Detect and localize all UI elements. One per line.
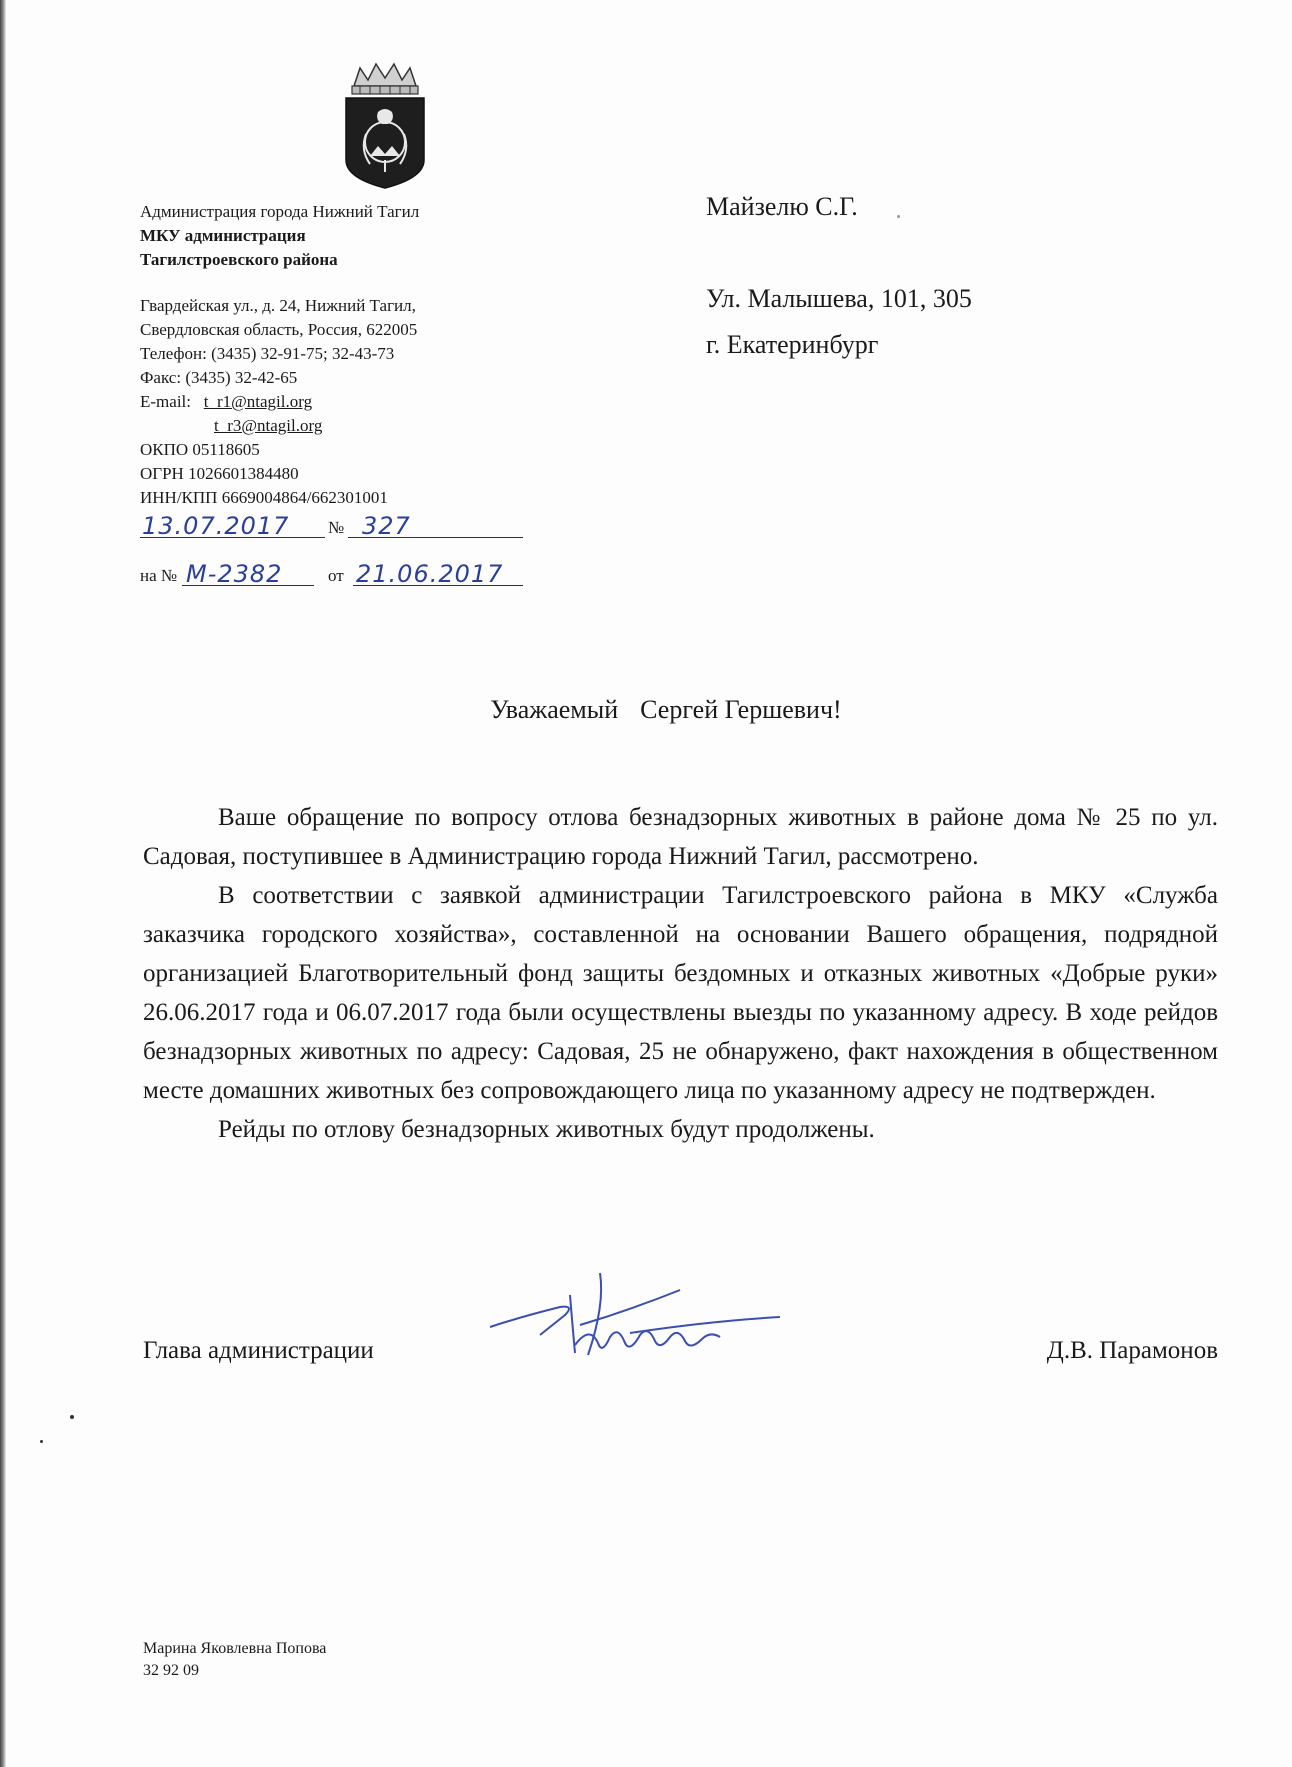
- greeting-word-2: Сергей Гершевич!: [640, 695, 842, 724]
- outgoing-date-handwritten: 13.07.2017: [142, 512, 290, 540]
- body-paragraph-2: В соответствии с заявкой администрации Тагилстроевского района в МКУ «Служба заказчика городского хозяйства», составленной на основании Вашего обращения, подрядной организацией Благотворительный фонд защиты бездомных и отказных животных «Добрые руки» 26.06.2017 года и 06.07.2017 года были осуществлены выезды по указанному адресу. В ходе рейдов безнадзорных животных по адресу: Садовая, 25 не обнаружено, факт нахождения в общественном месте домашних животных без сопровождающего лица по указанному адресу не подтвержден.: [143, 882, 1218, 1104]
- registration-line-outgoing: [140, 508, 530, 544]
- recipient-street: Ул. Малышева, 101, 305: [706, 284, 972, 313]
- sender-email-1[interactable]: t_r1@ntagil.org: [203, 392, 313, 411]
- body-paragraph-1: Ваше обращение по вопросу отлова безнадзорных животных в районе дома № 25 по ул. Садовая, поступившее в Администрацию города Нижний Тагил, рассмотрено.: [143, 804, 1218, 870]
- scan-edge: [0, 0, 6, 1767]
- city-coat-of-arms-icon: [340, 60, 430, 190]
- sender-email-row: [140, 390, 560, 414]
- sender-ogrn: ОГРН 1026601384480: [140, 464, 299, 483]
- scan-speck: [40, 1440, 43, 1443]
- sender-block: [140, 200, 560, 510]
- incoming-ref-prefix: на №: [140, 566, 178, 585]
- sender-email-label: E-mail:: [140, 392, 191, 411]
- sender-address-1: Гвардейская ул., д. 24, Нижний Тагил,: [140, 296, 416, 315]
- signature-name: Д.В. Парамонов: [1046, 1337, 1218, 1364]
- incoming-ref-number-handwritten: М-2382: [186, 560, 283, 588]
- signature-position: Глава администрации: [143, 1337, 374, 1364]
- sender-address-2: Свердловская область, Россия, 622005: [140, 320, 418, 339]
- letter-body: [143, 798, 1218, 1149]
- performer-phone: 32 92 09: [143, 1662, 199, 1679]
- sender-org-line-1: Администрация города Нижний Тагил: [140, 202, 420, 221]
- outgoing-number-label: №: [328, 518, 345, 537]
- sender-inn-kpp: ИНН/КПП 6669004864/662301001: [140, 488, 388, 507]
- greeting: [0, 695, 1292, 725]
- scan-speck: [897, 215, 900, 218]
- sender-org-line-3: Тагилстроевского района: [140, 250, 338, 269]
- sender-phone: Телефон: (3435) 32-91-75; 32-43-73: [140, 344, 395, 363]
- recipient-city: г. Екатеринбург: [706, 330, 879, 359]
- sender-org-line-2: МКУ администрация: [140, 226, 306, 245]
- sender-email-2[interactable]: t_r3@ntagil.org: [214, 416, 323, 435]
- performer-block: [143, 1638, 326, 1682]
- greeting-word-1: Уважаемый: [490, 695, 619, 724]
- registration-line-incoming: [140, 556, 530, 592]
- sender-fax: Факс: (3435) 32-42-65: [140, 368, 298, 387]
- body-paragraph-3: Рейды по отлову безнадзорных животных будут продолжены.: [218, 1116, 875, 1143]
- outgoing-number-handwritten: 327: [362, 512, 411, 540]
- sender-okpo: ОКПО 05118605: [140, 440, 260, 459]
- recipient-name: Майзелю С.Г.: [706, 192, 858, 221]
- signature-row: [143, 1325, 1218, 1375]
- scan-speck: [70, 1415, 74, 1419]
- incoming-ref-date-handwritten: 21.06.2017: [356, 560, 504, 588]
- performer-name: Марина Яковлевна Попова: [143, 1640, 327, 1657]
- incoming-ref-from-label: от: [328, 566, 344, 585]
